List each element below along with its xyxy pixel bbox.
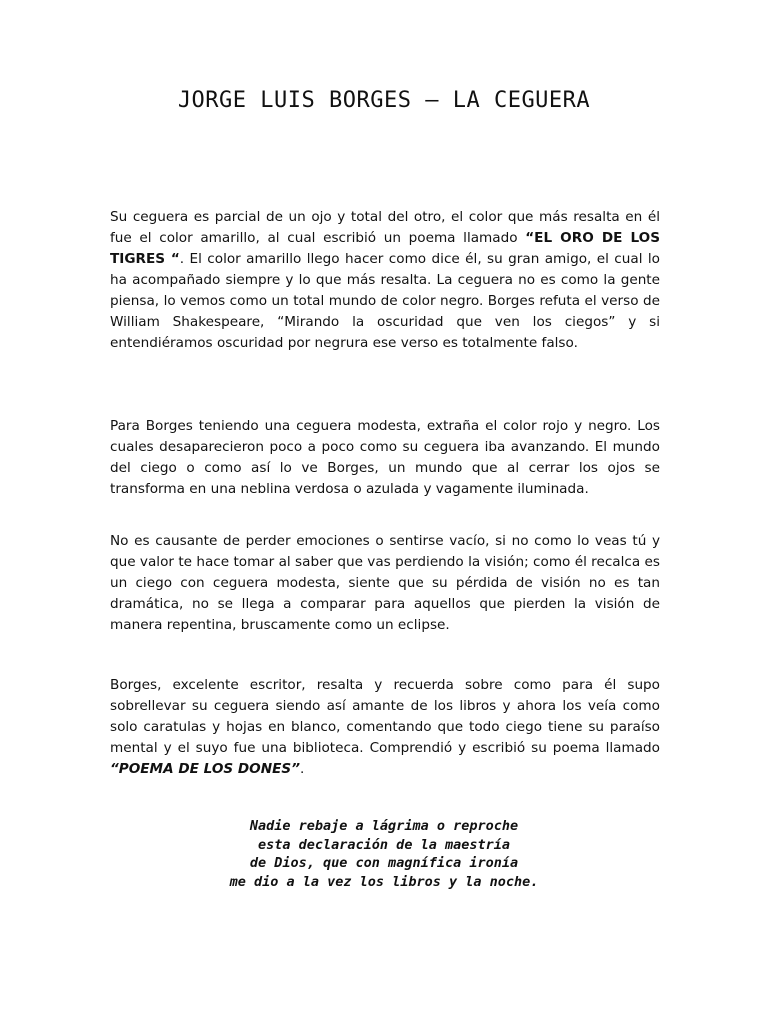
paragraph-4-text-a: Borges, excelente escritor, resalta y recuerda sobre como para él supo sobrellevar su ceguera siendo así amante de los libros y ahora los veía como solo caratulas y hojas en blanco, comentando que todo ciego tiene su paraíso mental y el suyo fue una biblioteca. Comprendió y escribió su poema llamado	[110, 677, 660, 756]
paragraph-1-text-b: . El color amarillo llego hacer como dice él, su gran amigo, el cual lo ha acompañado siempre y lo que más resalta. La ceguera no es como la gente piensa, lo vemos como un total mundo de color negro. Borges refuta el verso de William Shakespeare, “Mirando la oscuridad que ven los ciegos” y si entendiéramos oscuridad por negrura ese verso es totalmente falso.	[110, 251, 660, 351]
poem-title-poema-de-los-dones: “POEMA DE LOS DONES”	[110, 761, 300, 777]
paragraph-4-text-b: .	[299, 761, 305, 777]
poem-quote	[0, 817, 768, 891]
poem-line-1: Nadie rebaje a lágrima o reproche	[249, 818, 519, 834]
poem-line-2: esta declaración de la maestría	[258, 836, 510, 853]
paragraph-2: Para Borges teniendo una ceguera modesta, extraña el color rojo y negro. Los cuales desaparecieron poco a poco como su ceguera iba avanzando. El mundo del ciego o como así lo ve Borges, un mundo que al cerrar los ojos se transforma en una neblina verdosa o azulada y vagamente iluminada.	[110, 418, 660, 497]
paragraph-3: No es causante de perder emociones o sentirse vacío, si no como lo veas tú y que valor te hace tomar al saber que vas perdiendo la visión; como él recalca es un ciego con ceguera modesta, siente que su pérdida de visión no es tan dramática, no se llega a comparar para aquellos que pierden la visión de manera repentina, bruscamente como un eclipse.	[110, 533, 660, 633]
paragraph-1-text-a: Su ceguera es parcial de un ojo y total del otro, el color que más resalta en él fue el color amarillo, al cual escribió un poema llamado	[110, 209, 660, 246]
poem-title-el-oro-de-los-tigres: “EL ORO DE LOS TIGRES “	[110, 230, 660, 267]
poem-line-4: me dio a la vez los libros y la noche.	[229, 873, 539, 890]
poem-line-3: de Dios, que con magnífica ironía	[249, 855, 519, 871]
paragraph-4	[110, 675, 660, 780]
document-title: JORGE LUIS BORGES – LA CEGUERA	[177, 88, 591, 113]
paragraph-1	[110, 207, 660, 354]
